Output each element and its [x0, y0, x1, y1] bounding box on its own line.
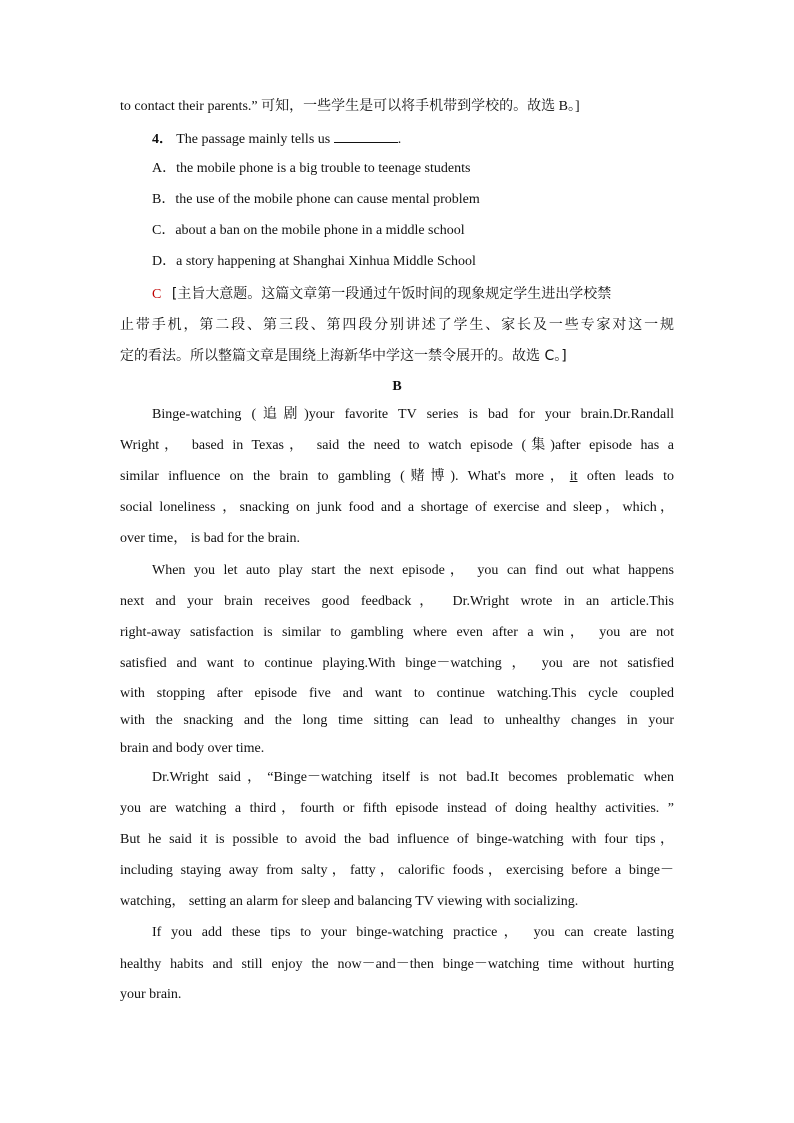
- question-stem-end: .: [397, 132, 402, 147]
- passage-p3-line-4: including staying away from salty，fatty，calorific foods，exercising before a binge－: [120, 863, 674, 878]
- passage-p2-line-7: brain and body over time.: [120, 741, 265, 756]
- question-number: 4．: [152, 132, 173, 147]
- passage-p1-line-1: Binge-watching (追剧)your favorite TV series is bad for your brain.Dr.Randall: [152, 407, 674, 422]
- passage-p4-line-3: your brain.: [120, 987, 182, 1002]
- passage-p1-line-3: similar influence on the brain to gambling (赌博). What's more，it often leads to: [120, 469, 674, 484]
- question-4-stem: [152, 128, 706, 150]
- option-b: B．the use of the mobile phone can cause mental problem: [152, 192, 480, 207]
- answer-explanation-line-3: 定的看法。所以整篇文章是围绕上海新华中学这一禁令展开的。故选 C。]: [120, 348, 567, 364]
- answer-blank: [334, 128, 398, 143]
- passage-p3-line-3: But he said it is possible to avoid the bad influence of binge-watching with four tips，: [120, 832, 674, 847]
- passage-p4-line-2: healthy habits and still enjoy the now－and－then binge－watching time without hurting: [120, 957, 674, 972]
- option-d: D．a story happening at Shanghai Xinhua Middle School: [152, 254, 476, 269]
- option-c: C．about a ban on the mobile phone in a middle school: [152, 223, 465, 238]
- previous-explanation-tail: to contact their parents.” 可知，一些学生是可以将手机带到学校的。故选 B。]: [120, 99, 580, 114]
- passage-p1-line-4: social loneliness ，snacking on junk food and a shortage of exercise and sleep，which，: [120, 500, 674, 515]
- answer-letter: C: [152, 287, 162, 302]
- passage-p2-line-5: with stopping after episode five and want to continue watching.This cycle coupled: [120, 686, 674, 701]
- option-a: A．the mobile phone is a big trouble to teenage students: [152, 161, 471, 176]
- passage-p3-line-5: watching， setting an alarm for sleep and balancing TV viewing with socializing.: [120, 894, 579, 909]
- passage-p4-line-1: If you add these tips to your binge-watching practice， you can create lasting: [152, 925, 674, 940]
- passage-p2-line-2: next and your brain receives good feedback， Dr.Wright wrote in an article.This: [120, 594, 674, 609]
- passage-p3-line-2: you are watching a third，fourth or fifth episode instead of doing healthy activities. ”: [120, 801, 674, 816]
- question-stem-text: The passage mainly tells us: [176, 132, 331, 147]
- passage-p1-line-5: over time， is bad for the brain.: [120, 531, 301, 546]
- passage-p2-line-1: When you let auto play start the next episode， you can find out what happens: [152, 563, 674, 578]
- passage-p2-line-3: right-away satisfaction is similar to gambling where even after a win， you are not: [120, 625, 674, 640]
- underlined-word-it: it: [569, 469, 578, 484]
- passage-p3-line-1: Dr.Wright said，“Binge－watching itself is not bad.It becomes problematic when: [152, 770, 674, 785]
- answer-explanation-line-2: 止带手机，第二段、第三段、第四段分别讲述了学生、家长及一些专家对这一规: [120, 317, 674, 333]
- answer-explanation-line-1: C [主旨大意题。这篇文章第一段通过午饭时间的现象规定学生进出学校禁: [152, 286, 612, 302]
- passage-p2-line-4: satisfied and want to continue playing.With binge－watching ， you are not satisfied: [120, 656, 674, 671]
- passage-p2-line-6: with the snacking and the long time sitting can lead to unhealthy changes in your: [120, 713, 674, 728]
- passage-p1-line-2: Wright， based in Texas， said the need to watch episode (集)after episode has a: [120, 438, 674, 453]
- section-title: B: [392, 379, 402, 394]
